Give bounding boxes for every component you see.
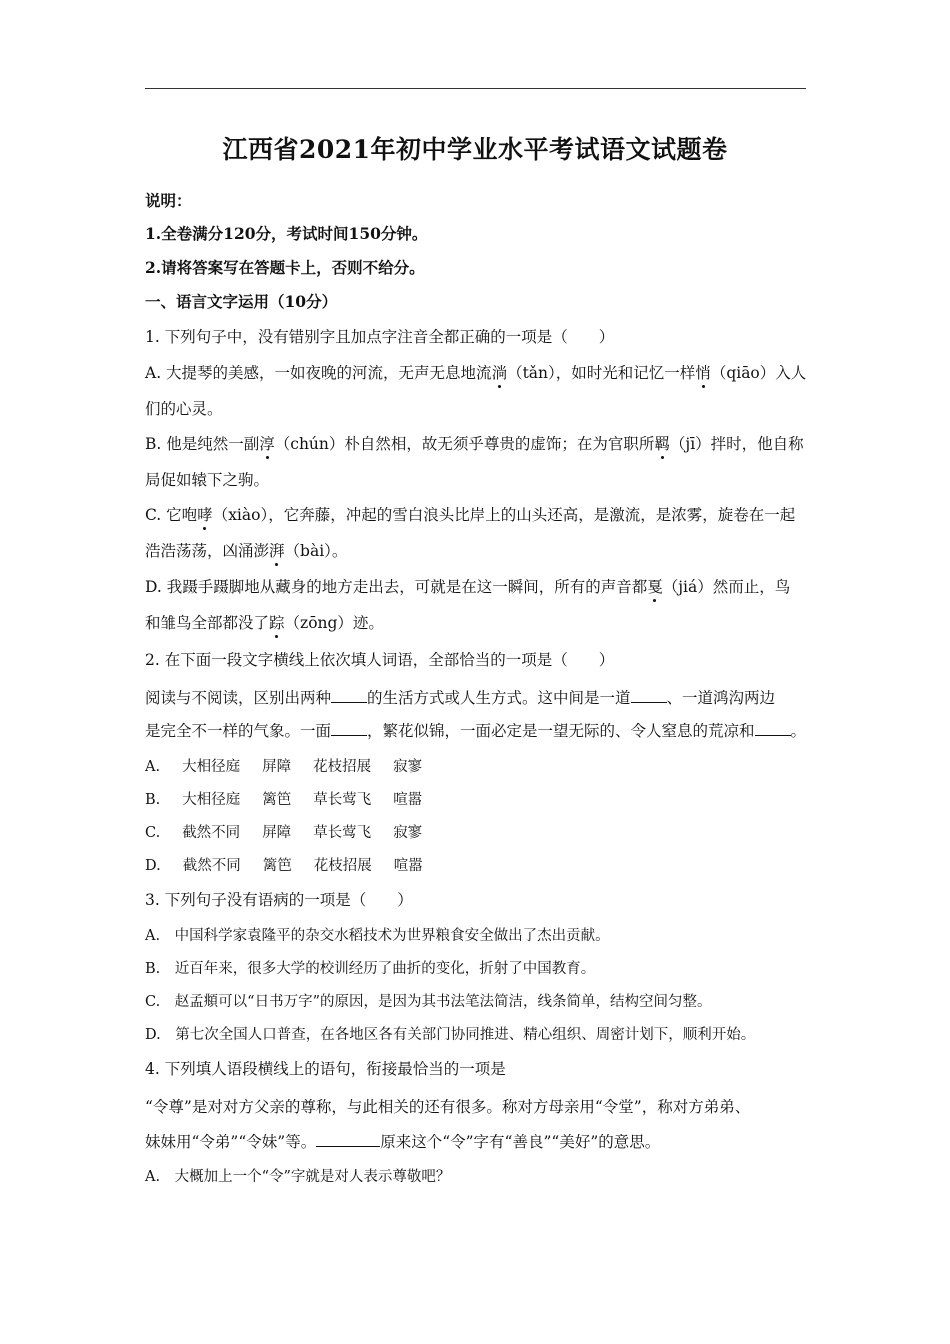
option-word: 寂寥 [393, 759, 423, 775]
text: 妹妹用“令弟”“令妹”等。 [145, 1133, 317, 1151]
q4-passage-line-1: “令尊”是对对方父亲的尊称，与此相关的还有很多。称对方母亲用“令堂”，称对方弟弟、 [145, 1098, 751, 1116]
text: C. 它咆 [145, 506, 198, 524]
option-letter: C. [145, 825, 161, 841]
dotted-char: 湃 [269, 542, 285, 560]
option-word: 喧嚣 [393, 858, 423, 874]
option-word: 篱笆 [262, 792, 292, 808]
option-word: 大相径庭 [182, 759, 241, 775]
fill-blank [755, 721, 791, 736]
text: 阅读与不阅读，区别出两种 [145, 689, 332, 707]
dotted-char: 踪 [269, 614, 285, 632]
q2-stem: 2. 在下面一段文字横线上依次填人词语，全部恰当的一项是（ ） [145, 651, 615, 669]
fill-blank [331, 688, 367, 703]
q4-option-a: A. 大概加上一个“令”字就是对人表示尊敬吧？ [145, 1169, 451, 1185]
page-title: 江西省2021年初中学业水平考试语文试题卷 [222, 135, 728, 164]
option-word: 花枝招展 [313, 759, 372, 775]
q2-option-a [145, 756, 825, 778]
section-heading: 一、语言文字运用（10分） [145, 292, 338, 311]
text: D. 我蹑手蹑脚地从藏身的地方走出去，可就是在这一瞬间，所有的声音都 [145, 578, 648, 596]
text: 、一道鸿沟两边 [666, 689, 776, 707]
q1-stem: 1. 下列句子中，没有错别字且加点字注音全都正确的一项是（ ） [145, 328, 615, 346]
dotted-char: 羁 [654, 435, 670, 453]
text: 是完全不一样的气象。一面 [145, 722, 332, 740]
text: （jiá）然而止，鸟 [662, 578, 791, 596]
text: 和雏鸟全部都没了 [145, 614, 270, 632]
option-word: 草长莺飞 [313, 825, 372, 841]
q2-option-c [145, 822, 825, 844]
fill-blank [631, 688, 667, 703]
q1-option-c [145, 504, 825, 526]
option-word: 截然不同 [182, 858, 241, 874]
q4-stem: 4. 下列填人语段横线上的语句，衔接最恰当的一项是 [145, 1060, 506, 1078]
q1-option-b [145, 433, 825, 455]
text: （qiāo）入人 [710, 364, 807, 382]
dotted-char: 悄 [695, 364, 711, 382]
q3-option-a: A. 中国科学家袁隆平的杂交水稻技术为世界粮食安全做出了杰出贡献。 [145, 928, 610, 944]
text: 。 [790, 722, 807, 740]
option-letter: D. [145, 858, 161, 874]
fill-blank [316, 1132, 380, 1147]
q3-option-d: D. 第七次全国人口普查，在各地区各有关部门协同推进、精心组织、周密计划下，顺利开始。 [145, 1027, 756, 1043]
fill-blank [331, 721, 367, 736]
option-word: 屏障 [262, 759, 292, 775]
q2-option-d [145, 855, 825, 877]
dotted-char: 哮 [197, 506, 213, 524]
note-2: 2.请将答案写在答题卡上，否则不给分。 [145, 258, 425, 277]
dotted-char: 戛 [647, 578, 663, 596]
q4-passage-line-2 [145, 1131, 825, 1153]
text: 浩浩荡荡，凶涌澎 [145, 542, 270, 560]
text: （chún）朴自然相，故无须乎尊贵的虚饰；在为官职所 [274, 435, 655, 453]
q1-option-a [145, 362, 825, 384]
option-word: 草长莺飞 [313, 792, 372, 808]
text: （tǎn），如时光和记忆一样 [507, 364, 696, 382]
header-rule [145, 88, 806, 89]
q3-option-b: B. 近百年来，很多大学的校训经历了曲折的变化，折射了中国教育。 [145, 961, 596, 977]
q1-option-d [145, 576, 825, 598]
text: ，繁花似锦，一面必定是一望无际的、令人窒息的荒凉和 [367, 722, 755, 740]
text: （bài）。 [284, 542, 348, 560]
option-word: 寂寥 [393, 825, 423, 841]
option-letter: B. [145, 792, 161, 808]
option-word: 喧嚣 [393, 792, 423, 808]
q2-passage-line-1 [145, 687, 825, 709]
q1-option-c-cont [145, 540, 825, 562]
text: 的生活方式或人生方式。这中间是一道 [367, 689, 631, 707]
q1-option-b-cont: 局促如辕下之驹。 [145, 471, 270, 489]
text: 原来这个“令”字有“善良”“美好”的意思。 [380, 1133, 661, 1151]
text: （jī）拌时，他自称 [669, 435, 804, 453]
option-word: 截然不同 [182, 825, 241, 841]
q2-passage-line-2 [145, 720, 825, 742]
text: B. 他是纯然一副 [145, 435, 260, 453]
q3-option-c: C. 赵孟頫可以“日书万字”的原因，是因为其书法笔法简洁，线条简单，结构空间匀整。 [145, 994, 712, 1010]
note-1: 1.全卷满分120分，考试时间150分钟。 [145, 224, 428, 243]
text: A. 大提琴的美感，一如夜晚的河流，无声无息地流 [145, 364, 492, 382]
text: （zōng）迹。 [284, 614, 384, 632]
option-word: 篱笆 [262, 858, 292, 874]
option-word: 屏障 [262, 825, 292, 841]
option-word: 花枝招展 [313, 858, 372, 874]
option-word: 大相径庭 [182, 792, 241, 808]
q1-option-d-cont [145, 612, 825, 634]
q1-option-a-cont: 们的心灵。 [145, 400, 223, 418]
notes-heading: 说明： [145, 191, 192, 210]
text: （xiào），它奔藤，冲起的雪白浪头比岸上的山头还高，是激流，是浓雾，旋卷在一起 [212, 506, 796, 524]
q3-stem: 3. 下列句子没有语病的一项是（ ） [145, 891, 413, 909]
option-letter: A. [145, 759, 161, 775]
q2-option-b [145, 789, 825, 811]
dotted-char: 淌 [491, 364, 508, 382]
dotted-char: 淳 [259, 435, 275, 453]
